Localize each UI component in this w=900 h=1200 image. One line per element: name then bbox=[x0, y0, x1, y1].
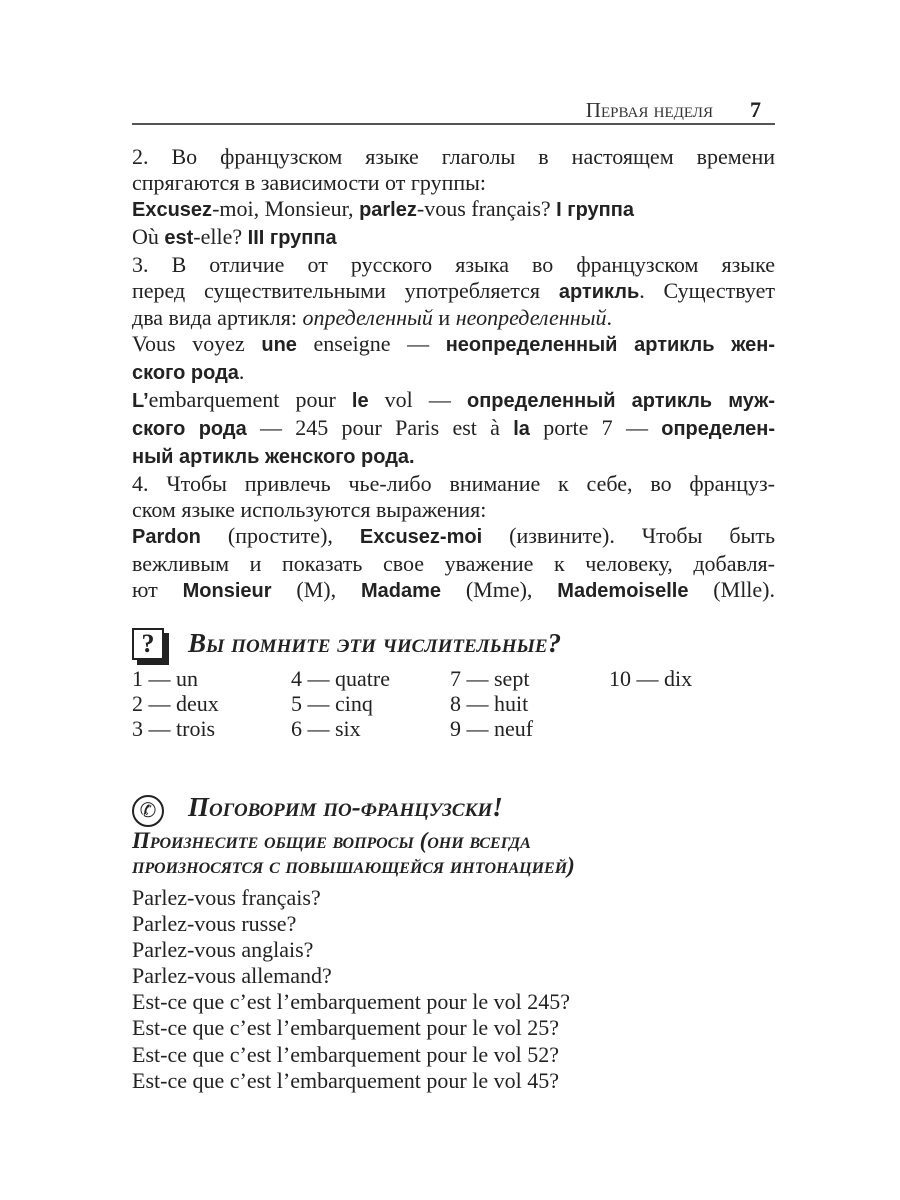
bold-term: ный артикль женского рода. bbox=[132, 445, 415, 468]
number-word: 6 — six bbox=[291, 716, 361, 741]
text-segment: -elle? bbox=[193, 223, 248, 249]
text-segment: porte 7 — bbox=[529, 415, 662, 441]
speak-subtitle bbox=[132, 828, 575, 878]
text-segment: ском языке используются выражения: bbox=[132, 496, 487, 522]
question-item: Est-ce que c’est l’embarquement pour le vol 25? bbox=[132, 1015, 560, 1041]
subtitle-line: произносятся с повышающейся интонацией) bbox=[132, 853, 575, 878]
bold-term: Monsieur bbox=[182, 579, 272, 602]
text-line bbox=[132, 278, 775, 306]
bold-term: I группа bbox=[556, 198, 634, 221]
text-segment: 2. Во французском языке глаголы в настоящем времени bbox=[132, 144, 775, 169]
bold-term: L’ bbox=[132, 390, 149, 413]
bold-term: Pardon bbox=[132, 525, 201, 548]
bold-term: ского рода bbox=[132, 362, 239, 385]
text-line bbox=[132, 551, 775, 577]
text-line bbox=[132, 523, 775, 551]
text-segment: (Mlle). bbox=[688, 576, 776, 602]
text-line bbox=[132, 144, 775, 170]
question-item: Parlez-vous français? bbox=[132, 885, 321, 910]
text-line bbox=[132, 252, 775, 278]
text-segment: 3. В отличие от русского языка во французском языке bbox=[132, 251, 775, 277]
text-segment: -moi, Monsieur, bbox=[212, 195, 360, 221]
numbers-heading: Вы помните эти числительные? bbox=[188, 628, 562, 658]
number-word: 3 — trois bbox=[132, 716, 216, 741]
question-item: Est-ce que c’est l’embarquement pour le vol 45? bbox=[132, 1067, 560, 1093]
bold-term: Excusez-moi bbox=[359, 525, 483, 548]
bold-term: неопределенный артикль жен- bbox=[445, 334, 775, 357]
text-segment: спрягаются в зависимости от группы: bbox=[132, 169, 487, 195]
italic-term: неопределенный bbox=[455, 305, 607, 331]
text-segment: и bbox=[432, 305, 456, 331]
bold-term: артикль bbox=[558, 280, 640, 303]
bold-term: III группа bbox=[247, 226, 337, 249]
text-segment: ют bbox=[132, 576, 183, 602]
bold-term: Mademoiselle bbox=[557, 579, 689, 602]
text-segment: (простите), bbox=[200, 522, 360, 548]
text-line bbox=[132, 359, 775, 387]
text-segment: Où bbox=[132, 223, 165, 249]
question-box-icon: ? bbox=[132, 628, 164, 660]
text-line bbox=[132, 170, 775, 196]
number-word: 10 — dix bbox=[609, 666, 693, 691]
text-line bbox=[132, 443, 775, 471]
bold-term: le bbox=[351, 390, 369, 413]
text-segment: перед существительными употребляется bbox=[132, 277, 559, 303]
text-line bbox=[132, 331, 775, 359]
italic-term: определенный bbox=[302, 305, 433, 331]
text-line bbox=[132, 196, 775, 224]
number-word: 1 — un bbox=[132, 666, 198, 691]
number-word: 2 — deux bbox=[132, 691, 219, 716]
question-item: Parlez-vous anglais? bbox=[132, 937, 314, 963]
text-segment: 4. Чтобы привлечь чье-либо внимание к себе, во француз- bbox=[132, 470, 775, 496]
text-segment: (Mme), bbox=[440, 576, 558, 602]
text-line bbox=[132, 305, 775, 331]
speak-heading: Поговорим по-французски! bbox=[188, 792, 503, 822]
text-line bbox=[132, 224, 775, 252]
bold-term: la bbox=[513, 418, 530, 441]
bold-term: ского рода bbox=[132, 418, 247, 441]
text-segment: . bbox=[238, 359, 245, 385]
running-header bbox=[132, 96, 775, 125]
bold-term: определенный артикль муж- bbox=[466, 390, 775, 413]
number-word: 7 — sept bbox=[450, 666, 530, 691]
question-list bbox=[132, 885, 570, 1094]
text-segment: . bbox=[606, 305, 613, 331]
subtitle-line: Произнесите общие вопросы (они всегда bbox=[132, 828, 531, 853]
text-segment: embarquement pour bbox=[148, 387, 352, 413]
page-number: 7 bbox=[750, 97, 761, 122]
number-word: 8 — huit bbox=[450, 691, 529, 716]
body-text bbox=[132, 144, 775, 604]
number-word: 4 — quatre bbox=[291, 666, 390, 691]
text-line bbox=[132, 577, 775, 605]
question-item: Est-ce que c’est l’embarquement pour le vol 52? bbox=[132, 1041, 560, 1067]
text-segment: вежливым и показать свое уважение к человеку, добавля- bbox=[132, 550, 775, 576]
text-segment: — 245 pour Paris est à bbox=[246, 415, 514, 441]
bold-term: est bbox=[164, 226, 194, 249]
bold-term: Excusez bbox=[132, 198, 213, 221]
question-item: Parlez-vous russe? bbox=[132, 911, 297, 937]
bold-term: une bbox=[261, 334, 297, 357]
text-line bbox=[132, 497, 775, 523]
text-segment: -vous français? bbox=[416, 195, 557, 221]
text-segment: vol — bbox=[368, 387, 467, 413]
number-word: 9 — neuf bbox=[450, 716, 534, 741]
text-segment: Vous voyez bbox=[132, 331, 262, 357]
phone-icon: ✆ bbox=[132, 795, 164, 827]
text-line bbox=[132, 415, 775, 443]
chapter-title: Первая неделя bbox=[585, 98, 713, 122]
bold-term: определен- bbox=[661, 418, 776, 441]
bold-term: parlez bbox=[359, 198, 417, 221]
number-word: 5 — cinq bbox=[291, 691, 373, 716]
text-segment: (извините). Чтобы быть bbox=[482, 522, 775, 548]
text-segment: два вида артикля: bbox=[132, 305, 303, 331]
text-segment: . Существует bbox=[639, 277, 775, 303]
bold-term: Madame bbox=[360, 579, 441, 602]
text-line bbox=[132, 387, 775, 415]
question-item: Est-ce que c’est l’embarquement pour le vol 245? bbox=[132, 989, 571, 1015]
text-segment: enseigne — bbox=[296, 331, 446, 357]
text-segment: (M), bbox=[271, 576, 361, 602]
question-item: Parlez-vous allemand? bbox=[132, 963, 332, 989]
text-line bbox=[132, 471, 775, 497]
